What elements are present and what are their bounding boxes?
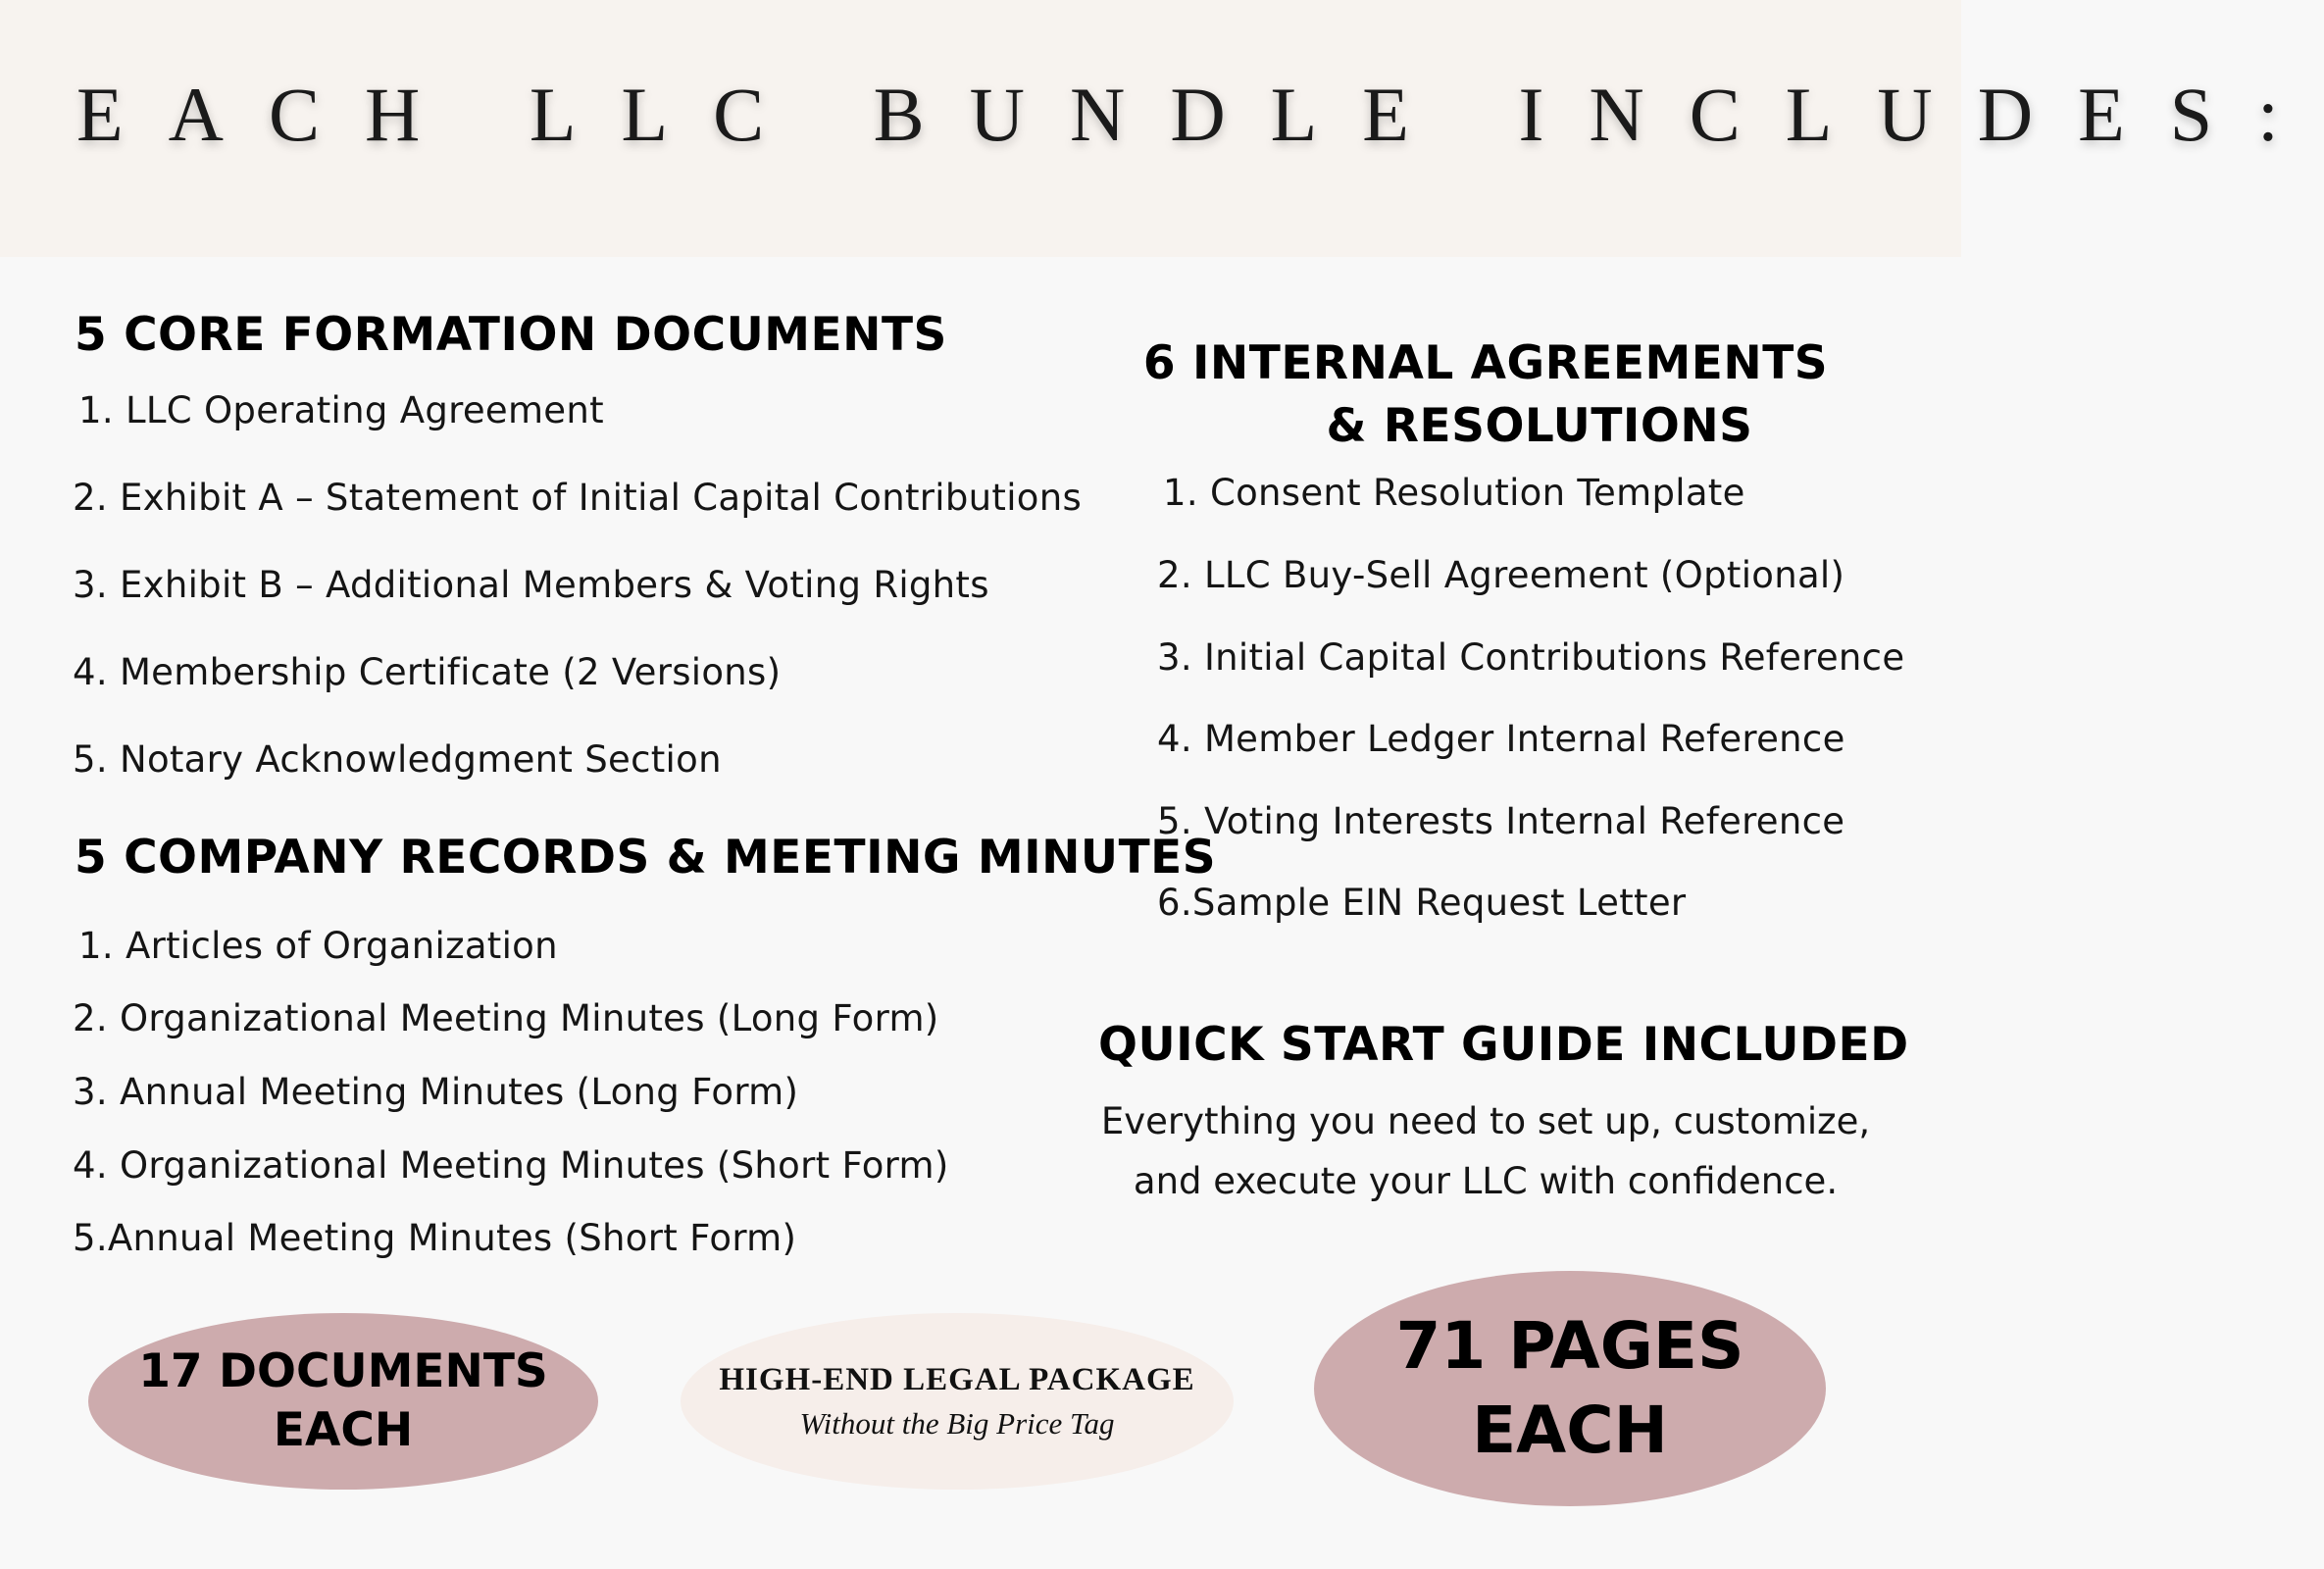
core-formation-item-2: 2. Exhibit A – Statement of Initial Capital Contributions [73,477,1083,519]
company-records-item-3: 3. Annual Meeting Minutes (Long Form) [73,1071,799,1113]
documents-count-line1: 17 DOCUMENTS [138,1343,548,1398]
company-records-item-4: 4. Organizational Meeting Minutes (Short Form) [73,1144,949,1187]
documents-count-badge [88,1313,598,1490]
quick-start-description-line2: and execute your LLC with confidence. [1133,1160,1839,1202]
company-records-item-5: 5.Annual Meeting Minutes (Short Form) [73,1217,797,1259]
pages-count-line1: 71 PAGES [1395,1308,1744,1385]
company-records-item-2: 2. Organizational Meeting Minutes (Long Form) [73,997,939,1039]
legal-package-badge [681,1313,1234,1490]
quick-start-description-line1: Everything you need to set up, customize, [1100,1100,1871,1142]
company-records-heading: 5 COMPANY RECORDS & MEETING MINUTES [75,831,1217,885]
internal-agreements-item-3: 3. Initial Capital Contributions Reference [1157,636,1905,679]
page-title: EACH LLC BUNDLE INCLUDES: [76,72,2324,157]
core-formation-heading: 5 CORE FORMATION DOCUMENTS [75,308,947,362]
pages-count-badge [1314,1271,1826,1506]
internal-agreements-item-2: 2. LLC Buy-Sell Agreement (Optional) [1157,554,1845,596]
pages-count-line2: EACH [1472,1392,1668,1468]
core-formation-item-1: 1. LLC Operating Agreement [78,389,604,431]
core-formation-item-5: 5. Notary Acknowledgment Section [73,738,722,781]
internal-agreements-heading-line2: & RESOLUTIONS [1326,399,1753,453]
internal-agreements-item-4: 4. Member Ledger Internal Reference [1157,718,1845,760]
internal-agreements-item-5: 5. Voting Interests Internal Reference [1157,800,1845,842]
legal-package-title: HIGH-END LEGAL PACKAGE [719,1361,1195,1397]
internal-agreements-item-6: 6.Sample EIN Request Letter [1157,882,1687,924]
documents-count-line2: EACH [273,1403,414,1457]
internal-agreements-item-1: 1. Consent Resolution Template [1163,472,1745,514]
company-records-item-1: 1. Articles of Organization [78,925,558,967]
quick-start-heading: QUICK START GUIDE INCLUDED [1098,1018,1909,1072]
internal-agreements-heading: 6 INTERNAL AGREEMENTS [1142,336,1829,390]
core-formation-item-3: 3. Exhibit B – Additional Members & Voting Rights [73,564,989,606]
legal-package-subtitle: Without the Big Price Tag [799,1405,1115,1441]
core-formation-item-4: 4. Membership Certificate (2 Versions) [73,651,782,693]
